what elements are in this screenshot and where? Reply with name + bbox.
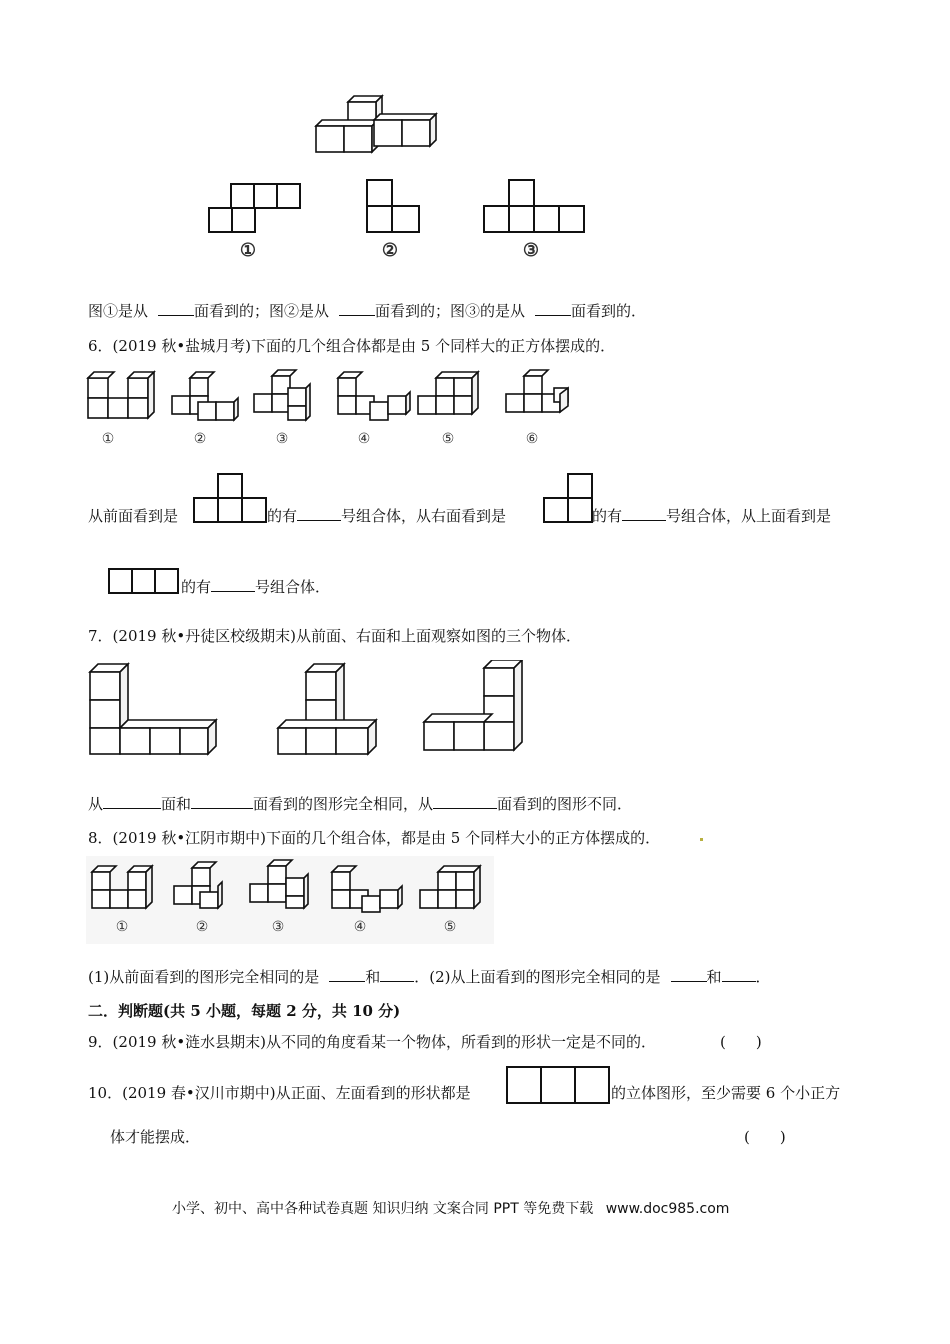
q6-label-2: ②: [193, 431, 207, 447]
footer-text: 小学、初中、高中各种试卷真题 知识归纳 文案合同 PPT 等免费下载: [172, 1201, 594, 1217]
q5-view-1: [207, 182, 303, 234]
q8-answer-line: (1)从前面看到的图形完全相同的是 和 ．(2)从上面看到的图形完全相同的是 和 ．: [88, 968, 771, 986]
q7-blank-3[interactable]: [433, 794, 497, 809]
q7-answer-line: 从 面和 面看到的图形完全相同，从 面看到的图形不同．: [88, 795, 633, 813]
q8-figure-panel: [86, 856, 494, 944]
q6-title: 6．(2019 秋•盐城月考)下面的几个组合体都是由 5 个同样大的正方体摆成的．: [88, 337, 616, 355]
q6-shape-top: [107, 567, 181, 595]
q9-answer-paren[interactable]: ( ): [720, 1033, 762, 1051]
q5-blank-1[interactable]: [158, 301, 194, 316]
q6-shape-front: [192, 472, 268, 524]
q7-blank-2[interactable]: [191, 794, 253, 809]
q6-label-4: ④: [357, 431, 371, 447]
q6-label-5: ⑤: [441, 431, 455, 447]
q10-answer-paren[interactable]: ( ): [744, 1128, 786, 1146]
q6-prompt-front: 从前面看到是: [88, 507, 179, 525]
q8-label-4: ④: [353, 919, 367, 935]
section-2-heading: 二．判断题(共 5 小题，每题 2 分，共 10 分): [88, 1002, 401, 1020]
q6-label-3: ③: [275, 431, 289, 447]
q5-view-2: [364, 178, 424, 234]
q10-text-b: 的立体图形，至少需要 6 个小正方: [611, 1084, 841, 1102]
q10-shape: [505, 1065, 611, 1105]
q6-line2: 的有 号组合体．: [181, 578, 331, 596]
q8-blank-1[interactable]: [329, 967, 365, 982]
q7-solids: [86, 660, 526, 756]
q8-label-2: ②: [195, 919, 209, 935]
q5-view-3: [482, 178, 588, 234]
q8-title: 8．(2019 秋•江阴市期中)下面的几个组合体，都是由 5 个同样大小的正方体摆成的．: [88, 829, 661, 847]
q6-solids: [84, 368, 584, 424]
q8-blank-2[interactable]: [380, 967, 414, 982]
q6-blank-right[interactable]: [622, 506, 666, 521]
q8-blank-4[interactable]: [722, 967, 756, 982]
q6-shape-right: [542, 472, 594, 524]
q8-label-5: ⑤: [443, 919, 457, 935]
q8-label-1: ①: [115, 919, 129, 935]
q5-label-2: ②: [381, 240, 399, 261]
footer: [172, 1198, 729, 1218]
footer-link[interactable]: www.doc985.com: [605, 1201, 730, 1217]
q6-label-6: ⑥: [525, 431, 539, 447]
q10-text-c: 体才能摆成．: [110, 1128, 201, 1146]
q5-blank-2[interactable]: [339, 301, 375, 316]
q8-blank-3[interactable]: [671, 967, 707, 982]
q6-line1-rest-b: 的有 号组合体，从上面看到是: [592, 507, 832, 525]
q5-label-1: ①: [239, 240, 257, 261]
q5-3d-solid: [312, 92, 438, 154]
q5-label-3: ③: [522, 240, 540, 261]
q6-line1-rest-a: 的有 号组合体，从右面看到是: [267, 507, 507, 525]
q7-blank-1[interactable]: [103, 794, 161, 809]
stray-dot: [700, 838, 703, 841]
q5-blank-3[interactable]: [535, 301, 571, 316]
q6-blank-top[interactable]: [211, 577, 255, 592]
q5-answer-line: 图①是从 面看到的；图②是从 面看到的；图③的是从 面看到的．: [88, 302, 647, 320]
q8-label-3: ③: [271, 919, 285, 935]
q6-blank-front[interactable]: [297, 506, 341, 521]
q10-text-a: 10．(2019 春•汉川市期中)从正面、左面看到的形状都是: [88, 1084, 471, 1102]
q9-text: 9．(2019 秋•涟水县期末)从不同的角度看某一个物体，所看到的形状一定是不同的．: [88, 1033, 657, 1051]
q6-label-1: ①: [101, 431, 115, 447]
q7-title: 7．(2019 秋•丹徒区校级期末)从前面、右面和上面观察如图的三个物体．: [88, 627, 582, 645]
